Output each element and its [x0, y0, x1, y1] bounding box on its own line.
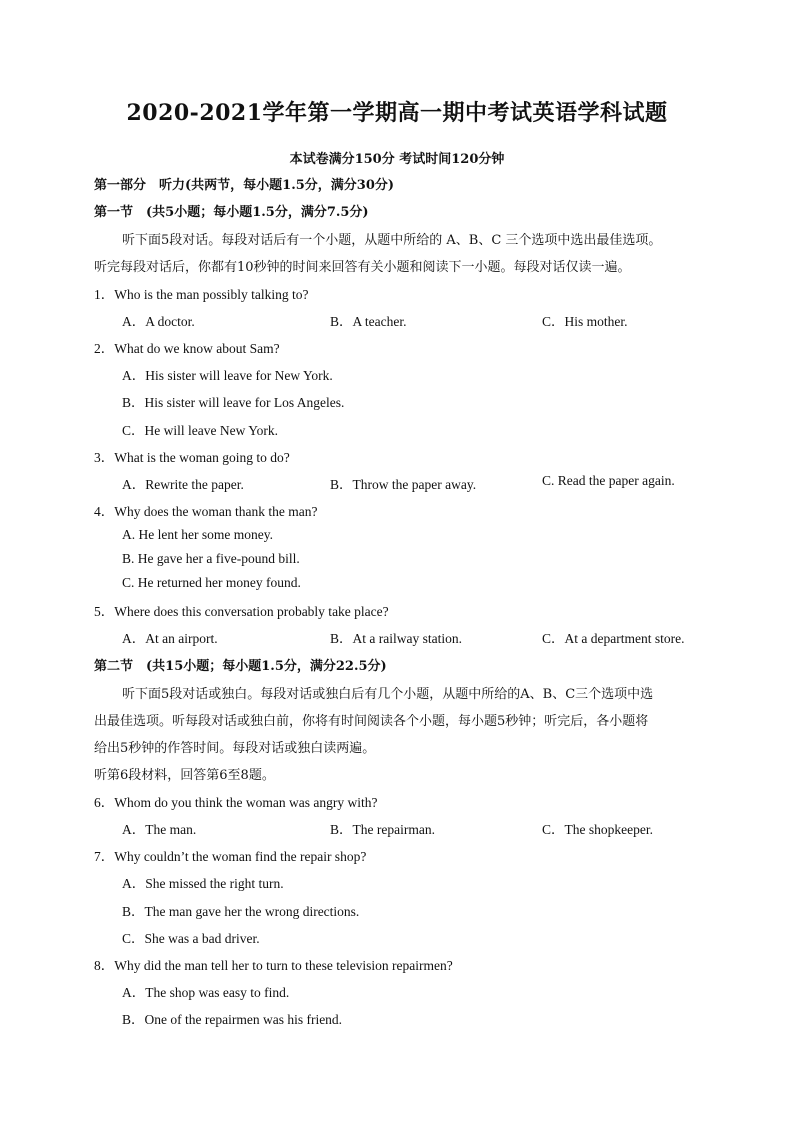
question-2-stem: 2．What do we know about Sam? — [94, 341, 280, 356]
question-3-option-c: C. Read the paper again. — [542, 473, 675, 488]
question-3-option-a: A．Rewrite the paper. — [122, 477, 244, 492]
part1-heading: 第一部分 听力(共两节，每小题1.5分，满分30分) — [94, 178, 395, 193]
question-5-option-b: B．At a railway station. — [330, 631, 462, 646]
section1-instructions-1: 听下面5段对话。每段对话后有一个小题，从题中所给的 A、B、C 三个选项中选出最佳选项。 — [122, 233, 662, 248]
question-1-stem: 1．Who is the man possibly talking to? — [94, 287, 309, 302]
question-6-stem: 6．Whom do you think the woman was angry with? — [94, 795, 378, 810]
question-6-option-b: B．The repairman. — [330, 822, 435, 837]
question-6-option-a: A．The man. — [122, 822, 197, 837]
question-3-option-b: B．Throw the paper away. — [330, 477, 477, 492]
question-2-option-c: C．He will leave New York. — [122, 423, 278, 438]
question-4-option-a: A. He lent her some money. — [122, 527, 273, 542]
question-3-stem: 3．What is the woman going to do? — [94, 450, 290, 465]
question-5-option-c: C．At a department store. — [542, 631, 685, 646]
section1-heading: 第一节 (共5小题；每小题1.5分，满分7.5分) — [94, 205, 369, 220]
question-8-option-b: B．One of the repairmen was his friend. — [122, 1012, 343, 1027]
question-7-option-c: C．She was a bad driver. — [122, 931, 260, 946]
section2-instructions-3: 给出5秒钟的作答时间。每段对话或独白读两遍。 — [94, 741, 376, 756]
section2-instructions-2: 出最佳选项。听每段对话或独白前，你将有时间阅读各个小题，每小题5秒钟；听完后，各小题将 — [94, 714, 649, 729]
question-8-option-a: A．The shop was easy to find. — [122, 985, 290, 1000]
question-1-option-b: B．A teacher. — [330, 314, 407, 329]
question-2-option-b: B．His sister will leave for Los Angeles. — [122, 395, 345, 410]
exam-info: 本试卷满分150分 考试时间120分钟 — [289, 152, 505, 167]
question-7-stem: 7．Why couldn’t the woman find the repair shop? — [94, 849, 367, 864]
material-note: 听第6段材料，回答第6至8题。 — [94, 768, 275, 783]
question-8-stem: 8．Why did the man tell her to turn to these television repairmen? — [94, 958, 453, 973]
question-1-option-c: C．His mother. — [542, 314, 628, 329]
question-4-stem: 4．Why does the woman thank the man? — [94, 504, 318, 519]
question-4-option-c: C. He returned her money found. — [122, 575, 301, 590]
question-5-stem: 5．Where does this conversation probably take place? — [94, 604, 389, 619]
question-6-option-c: C．The shopkeeper. — [542, 822, 653, 837]
section2-heading: 第二节 (共15小题；每小题1.5分，满分22.5分) — [94, 659, 387, 674]
question-2-option-a: A．His sister will leave for New York. — [122, 368, 333, 383]
question-5-option-a: A．At an airport. — [122, 631, 218, 646]
section1-instructions-2: 听完每段对话后，你都有10秒钟的时间来回答有关小题和阅读下一小题。每段对话仅读一遍。 — [94, 260, 631, 275]
section2-instructions-1: 听下面5段对话或独白。每段对话或独白后有几个小题，从题中所给的A、B、C三个选项中选 — [122, 687, 654, 702]
page-title: 2020-2021学年第一学期高一期中考试英语学科试题 — [126, 100, 668, 126]
question-7-option-a: A．She missed the right turn. — [122, 876, 284, 891]
question-4-option-b: B. He gave her a five-pound bill. — [122, 551, 300, 566]
question-1-option-a: A．A doctor. — [122, 314, 195, 329]
question-7-option-b: B．The man gave her the wrong directions. — [122, 904, 360, 919]
